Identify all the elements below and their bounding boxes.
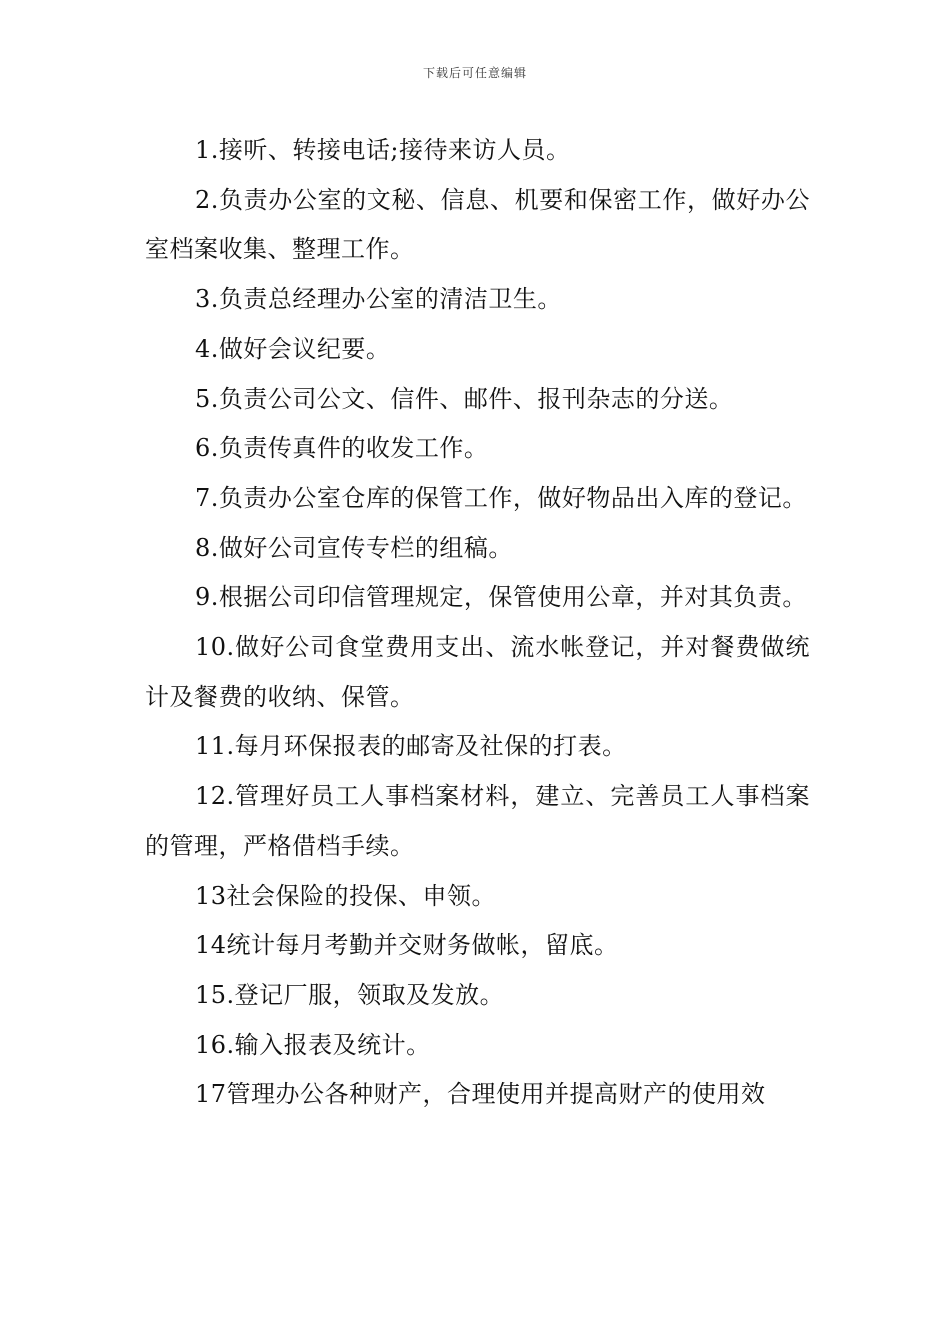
list-item: 16.输入报表及统计。 xyxy=(195,1030,431,1059)
list-item: 6.负责传真件的收发工作。 xyxy=(195,434,489,463)
list-item: 8.做好公司宣传专栏的组稿。 xyxy=(195,533,513,562)
list-item: 12.管理好员工人事档案材料，建立、完善员工人事档案的管理，严格借档手续。 xyxy=(145,782,810,860)
document-body xyxy=(145,126,810,1120)
list-item: 2.负责办公室的文秘、信息、机要和保密工作，做好办公室档案收集、整理工作。 xyxy=(145,185,810,264)
list-item: 11.每月环保报表的邮寄及社保的打表。 xyxy=(195,732,627,761)
list-item: 17管理办公各种财产，合理使用并提高财产的使用效 xyxy=(195,1080,766,1109)
list-item: 9.根据公司印信管理规定，保管使用公章，并对其负责。 xyxy=(195,583,807,612)
list-item: 4.做好会议纪要。 xyxy=(195,334,391,363)
list-item: 1.接听、转接电话;接待来访人员。 xyxy=(195,136,571,164)
list-item: 14统计每月考勤并交财务做帐，留底。 xyxy=(195,931,619,960)
list-item: 10.做好公司食堂费用支出、流水帐登记，并对餐费做统计及餐费的收纳、保管。 xyxy=(145,633,810,711)
page-header: 下载后可任意编辑 xyxy=(422,66,527,80)
list-item: 7.负责办公室仓库的保管工作，做好物品出入库的登记。 xyxy=(195,483,807,512)
list-item: 3.负责总经理办公室的清洁卫生。 xyxy=(195,285,562,314)
list-item: 5.负责公司公文、信件、邮件、报刊杂志的分送。 xyxy=(195,384,734,413)
list-item: 15.登记厂服，领取及发放。 xyxy=(195,980,505,1009)
list-item: 13社会保险的投保、申领。 xyxy=(195,881,497,910)
